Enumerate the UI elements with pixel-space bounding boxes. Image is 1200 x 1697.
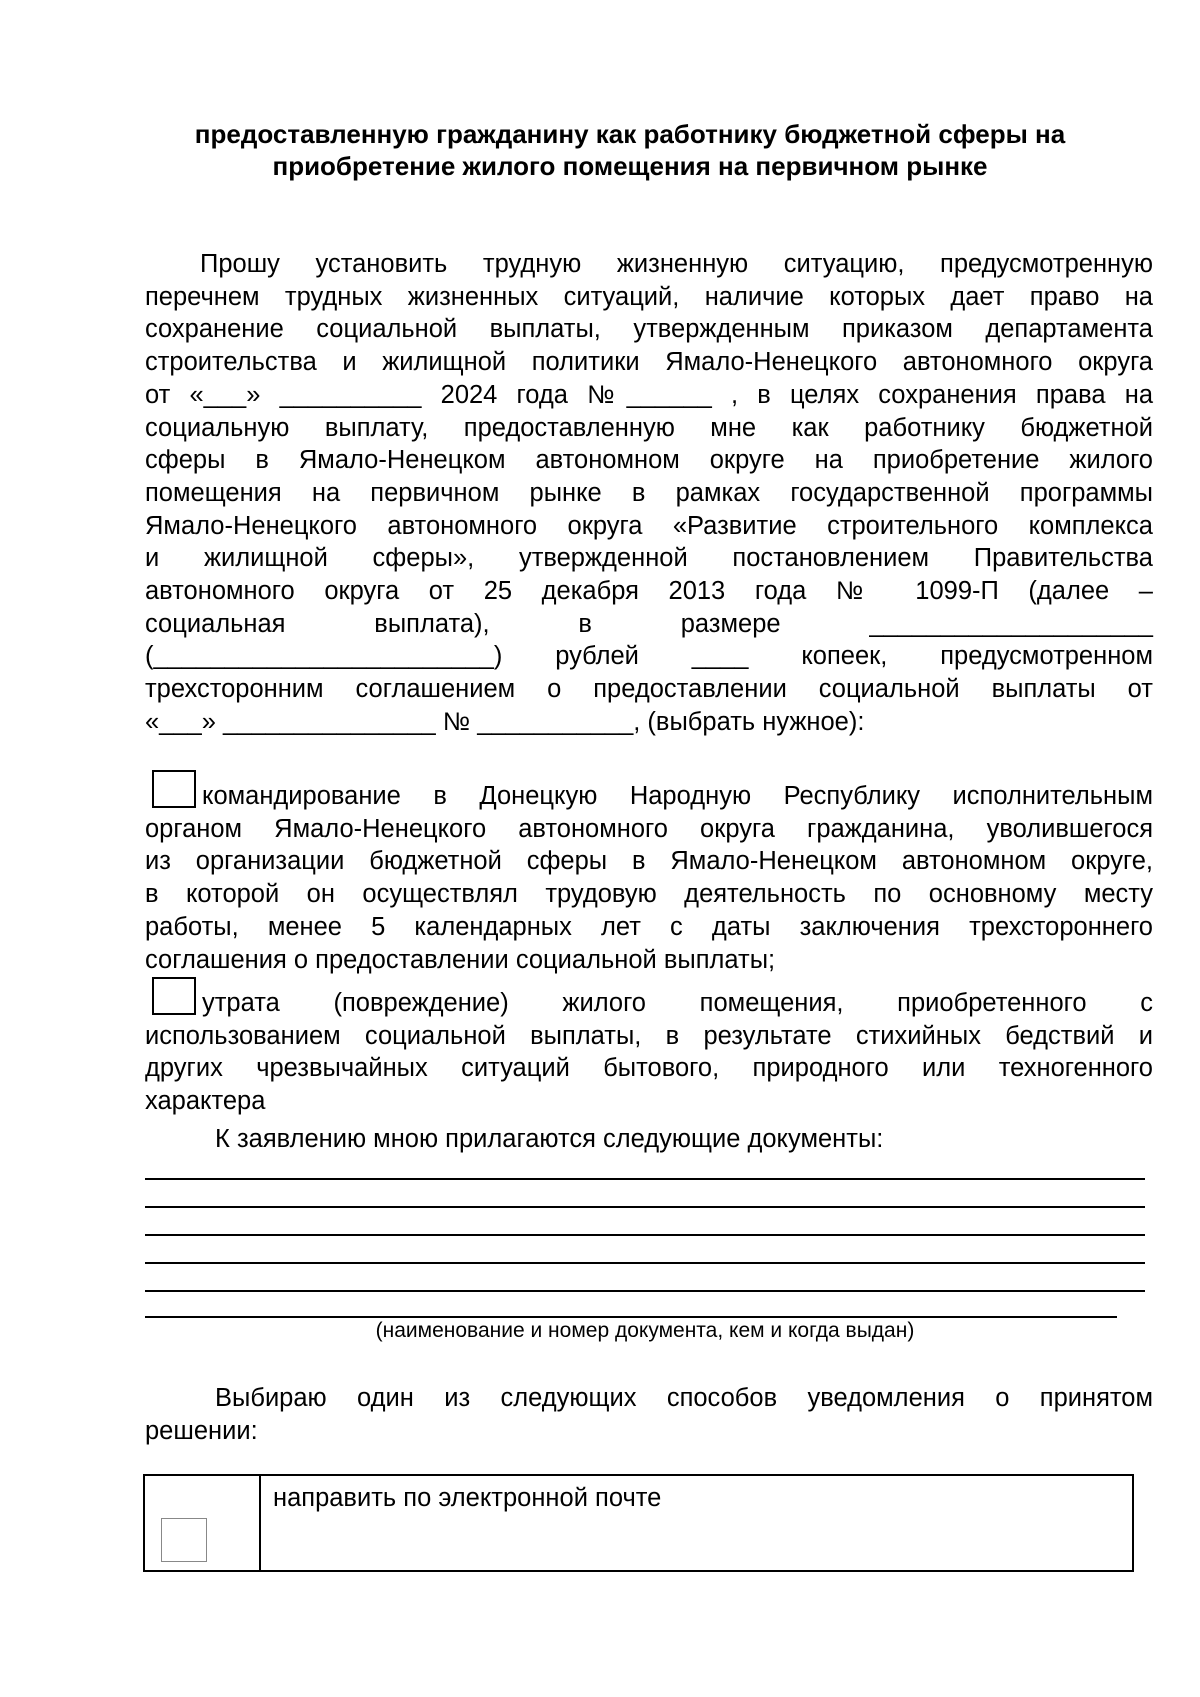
request-line: социальную выплату, предоставленную мне как работнику бюджетной <box>145 413 1153 442</box>
title-line-1: предоставленную гражданину как работнику бюджетной сферы на <box>194 119 1066 149</box>
option-1-line: в которой он осуществлял трудовую деятельность по основному месту <box>145 880 1153 909</box>
attachment-blank-line[interactable] <box>145 1290 1145 1292</box>
table-checkbox-cell <box>145 1476 261 1570</box>
email-option-checkbox[interactable] <box>161 1518 207 1562</box>
attachments-intro-text: К заявлению мною прилагаются следующие документы: <box>215 1125 884 1153</box>
notification-options-table <box>143 1474 1134 1572</box>
request-paragraph <box>145 248 1153 739</box>
request-line: «___» _______________ № ___________, (выбрать нужное): <box>145 707 865 736</box>
request-line: помещения на первичном рынке в рамках государственной программы <box>145 478 1153 507</box>
request-line: строительства и жилищной политики Ямало-Ненецкого автономного округа <box>145 348 1153 377</box>
option-2-text <box>145 987 1153 1118</box>
request-line: (________________________) рублей ____ копеек, предусмотренном <box>145 642 1153 671</box>
request-line: Прошу установить трудную жизненную ситуацию, предусмотренную <box>200 250 1153 278</box>
option-2-line: использованием социальной выплаты, в результате стихийных бедствий и <box>145 1021 1153 1050</box>
request-line: и жилищной сферы», утвержденной постановлением Правительства <box>145 544 1153 573</box>
attachments-intro <box>145 1123 1153 1156</box>
notification-paragraph <box>145 1382 1153 1447</box>
option-1-line: из организации бюджетной сферы в Ямало-Ненецком автономном округе, <box>145 847 1153 876</box>
option-1-line: органом Ямало-Ненецкого автономного округа гражданина, уволившегося <box>145 814 1153 843</box>
notification-line: решении: <box>145 1416 258 1445</box>
attachment-blank-line[interactable] <box>145 1206 1145 1208</box>
request-line: трехсторонним соглашением о предоставлении социальной выплаты от <box>145 675 1153 704</box>
option-1-line: работы, менее 5 календарных лет с даты заключения трехстороннего <box>145 912 1153 941</box>
request-line: от «___» __________ 2024 года №______ , в целях сохранения права на <box>145 380 1153 409</box>
attachments-caption: (наименование и номер документа, кем и когда выдан) <box>375 1319 915 1342</box>
option-2-line: утрата (повреждение) жилого помещения, приобретенного с <box>202 989 1153 1017</box>
title-line-2: приобретение жилого помещения на первичном рынке <box>272 151 988 181</box>
request-line: Ямало-Ненецкого автономного округа «Развитие строительного комплекса <box>145 511 1153 540</box>
document-title <box>130 118 1130 182</box>
notification-line: Выбираю один из следующих способов уведомления о принятом <box>215 1384 1153 1412</box>
email-option-label: направить по электронной почте <box>273 1484 662 1512</box>
request-line: автономного округа от 25 декабря 2013 года № 1099-П (далее – <box>145 577 1153 606</box>
option-2-line: характера <box>145 1087 266 1116</box>
request-line: сферы в Ямало-Ненецком автономном округе на приобретение жилого <box>145 446 1153 475</box>
attachment-blank-line[interactable] <box>145 1178 1145 1180</box>
attachment-blank-line[interactable] <box>145 1234 1145 1236</box>
request-line: сохранение социальной выплаты, утвержденным приказом департамента <box>145 315 1153 344</box>
option-1-text <box>145 780 1153 976</box>
option-1-line: командирование в Донецкую Народную Республику исполнительным <box>202 782 1153 810</box>
request-line: перечнем трудных жизненных ситуаций, наличие которых дает право на <box>145 282 1153 311</box>
option-2-line: других чрезвычайных ситуаций бытового, природного или техногенного <box>145 1054 1153 1083</box>
attachment-blank-line[interactable] <box>145 1262 1145 1264</box>
request-line: социальная выплата), в размере ____________________ <box>145 609 1153 638</box>
option-1-line: соглашения о предоставлении социальной выплаты; <box>145 945 776 974</box>
